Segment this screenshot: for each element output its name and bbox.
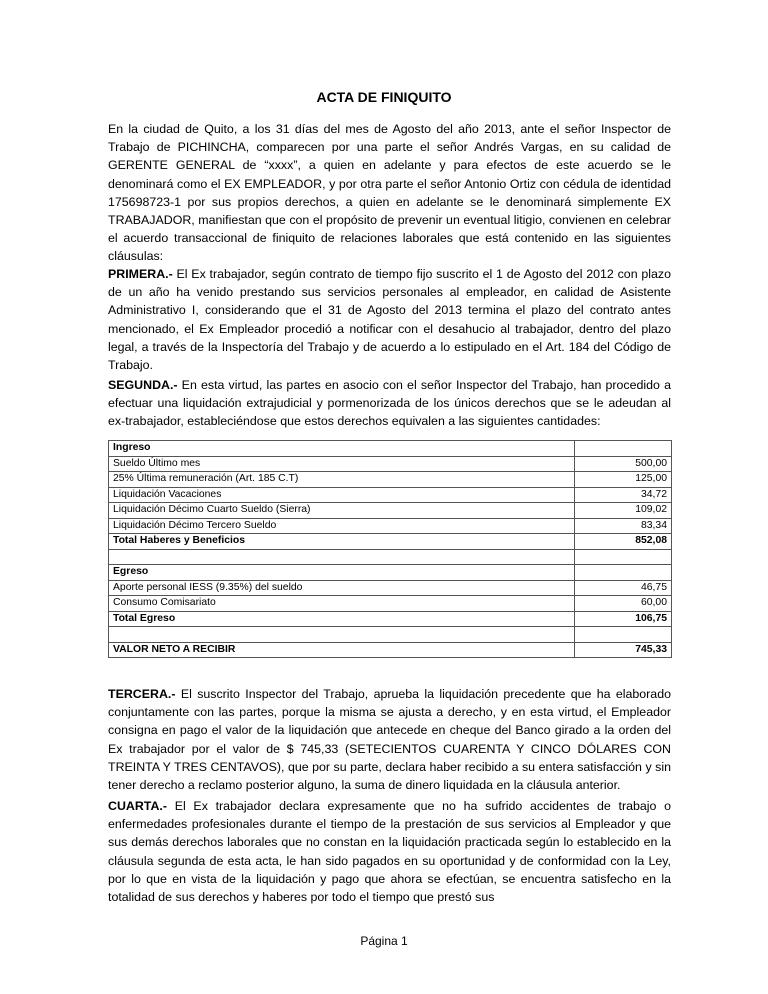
blank-row bbox=[109, 549, 672, 565]
row-label: Aporte personal IESS (9.35%) del sueldo bbox=[109, 580, 575, 596]
clause-heading: TERCERA.- bbox=[108, 687, 176, 701]
neto-label: VALOR NETO A RECIBIR bbox=[109, 642, 575, 658]
table-row bbox=[109, 456, 672, 472]
intro-paragraph: En la ciudad de Quito, a los 31 días del mes de Agosto del año 2013, ante el señor Inspector de Trabajo de PICHINCHA, comparecen por una parte el señor Andrés Vargas, en su calidad de GERENTE GENERAL de “xxxx”, a quien en adelante y para efectos de este acuerdo se le denominará como el EX EMPLEADOR, y por otra parte el señor Antonio Ortiz con cédula de identidad 175698723-1 por sus propios derechos, a quien en adelante se le denominará simplemente EX TRABAJADOR, manifiestan que con el propósito de prevenir un eventual litigio, convienen en celebrar el acuerdo transaccional de finiquito de relaciones laborales que está contenido en las siguientes cláusulas: bbox=[108, 122, 671, 264]
row-label: Liquidación Vacaciones bbox=[109, 487, 575, 503]
table-row bbox=[109, 441, 672, 457]
ingreso-header: Ingreso bbox=[109, 441, 575, 457]
clause-primera bbox=[108, 265, 671, 374]
egreso-header: Egreso bbox=[109, 565, 575, 581]
row-value: 60,00 bbox=[575, 596, 672, 612]
row-label: Sueldo Último mes bbox=[109, 456, 575, 472]
neto-row bbox=[109, 642, 672, 658]
clause-text: El suscrito Inspector del Trabajo, aprueba la liquidación precedente que ha elaborado conjuntamente con las partes, porque la misma se ajusta a derecho, y en esta virtud, el Empleador consigna en pago el valor de la liquidación que antecede en cheque del Banco girado a la orden del Ex trabajador por el valor de $ 745,33 (SETECIENTOS CUARENTA Y CINCO DÓLARES CON TREINTA Y TRES CENTAVOS), que por su parte, declara haber recibido a su entera satisfacción y sin tener derecho a reclamo posterior alguno, la suma de dinero liquidada en la cláusula anterior. bbox=[108, 687, 671, 793]
total-row bbox=[109, 611, 672, 627]
total-egreso-label: Total Egreso bbox=[109, 611, 575, 627]
table-row bbox=[109, 518, 672, 534]
row-label: Liquidación Décimo Tercero Sueldo bbox=[109, 518, 575, 534]
table-row bbox=[109, 503, 672, 519]
row-value: 500,00 bbox=[575, 456, 672, 472]
row-value: 83,34 bbox=[575, 518, 672, 534]
row-value: 125,00 bbox=[575, 472, 672, 488]
total-row bbox=[109, 534, 672, 550]
row-value: 34,72 bbox=[575, 487, 672, 503]
total-egreso-value: 106,75 bbox=[575, 611, 672, 627]
table-row bbox=[109, 565, 672, 581]
clause-heading: SEGUNDA.- bbox=[108, 378, 178, 392]
row-label: Liquidación Décimo Cuarto Sueldo (Sierra) bbox=[109, 503, 575, 519]
table-row bbox=[109, 596, 672, 612]
page-number: Página 1 bbox=[360, 934, 408, 948]
clause-heading: CUARTA.- bbox=[108, 799, 167, 813]
clause-text: El Ex trabajador declara expresamente que no ha sufrido accidentes de trabajo o enfermedades profesionales durante el tiempo de la prestación de sus servicios al Empleador y que sus demás derechos laborales que no constan en la liquidación practicada según lo establecido en la cláusula segunda de esta acta, le han sido pagados en su oportunidad y de conformidad con la Ley, por lo que en vista de la liquidación y pago que ahora se efectúan, se encuentra satisfecho en la totalidad de sus derechos y haberes por todo el tiempo que prestó sus bbox=[108, 799, 671, 905]
total-haberes-label: Total Haberes y Beneficios bbox=[109, 534, 575, 550]
clause-text: El Ex trabajador, según contrato de tiempo fijo suscrito el 1 de Agosto del 2012 con plazo de un año ha venido prestando sus servicios personales al empleador, en calidad de Asistente Administrativo I, considerando que el 31 de Agosto del 2013 termina el plazo del contrato antes mencionado, el Ex Empleador procedió a notificar con el desahucio al trabajador, dentro del plazo legal, a través de la Inspectoría del Trabajo y de acuerdo a lo estipulado en el Art. 184 del Código de Trabajo. bbox=[108, 267, 671, 373]
blank-row bbox=[109, 627, 672, 643]
table-row bbox=[109, 472, 672, 488]
liquidation-table bbox=[108, 440, 672, 658]
clause-cuarta bbox=[108, 797, 671, 906]
document-title: ACTA DE FINIQUITO bbox=[316, 89, 452, 105]
row-label: Consumo Comisariato bbox=[109, 596, 575, 612]
clause-segunda bbox=[108, 376, 671, 431]
table-row bbox=[109, 580, 672, 596]
total-haberes-value: 852,08 bbox=[575, 534, 672, 550]
row-value: 109,02 bbox=[575, 503, 672, 519]
row-value: 46,75 bbox=[575, 580, 672, 596]
clause-tercera bbox=[108, 685, 671, 794]
table-row bbox=[109, 487, 672, 503]
clause-heading: PRIMERA.- bbox=[108, 267, 173, 281]
row-label: 25% Última remuneración (Art. 185 C.T) bbox=[109, 472, 575, 488]
neto-value: 745,33 bbox=[575, 642, 672, 658]
clause-text: En esta virtud, las partes en asocio con el señor Inspector del Trabajo, han procedido a efectuar una liquidación extrajudicial y pormenorizada de los únicos derechos que se le adeudan al ex-trabajador, estableciéndose que estos derechos equivalen a las siguientes cantidades: bbox=[108, 378, 671, 429]
